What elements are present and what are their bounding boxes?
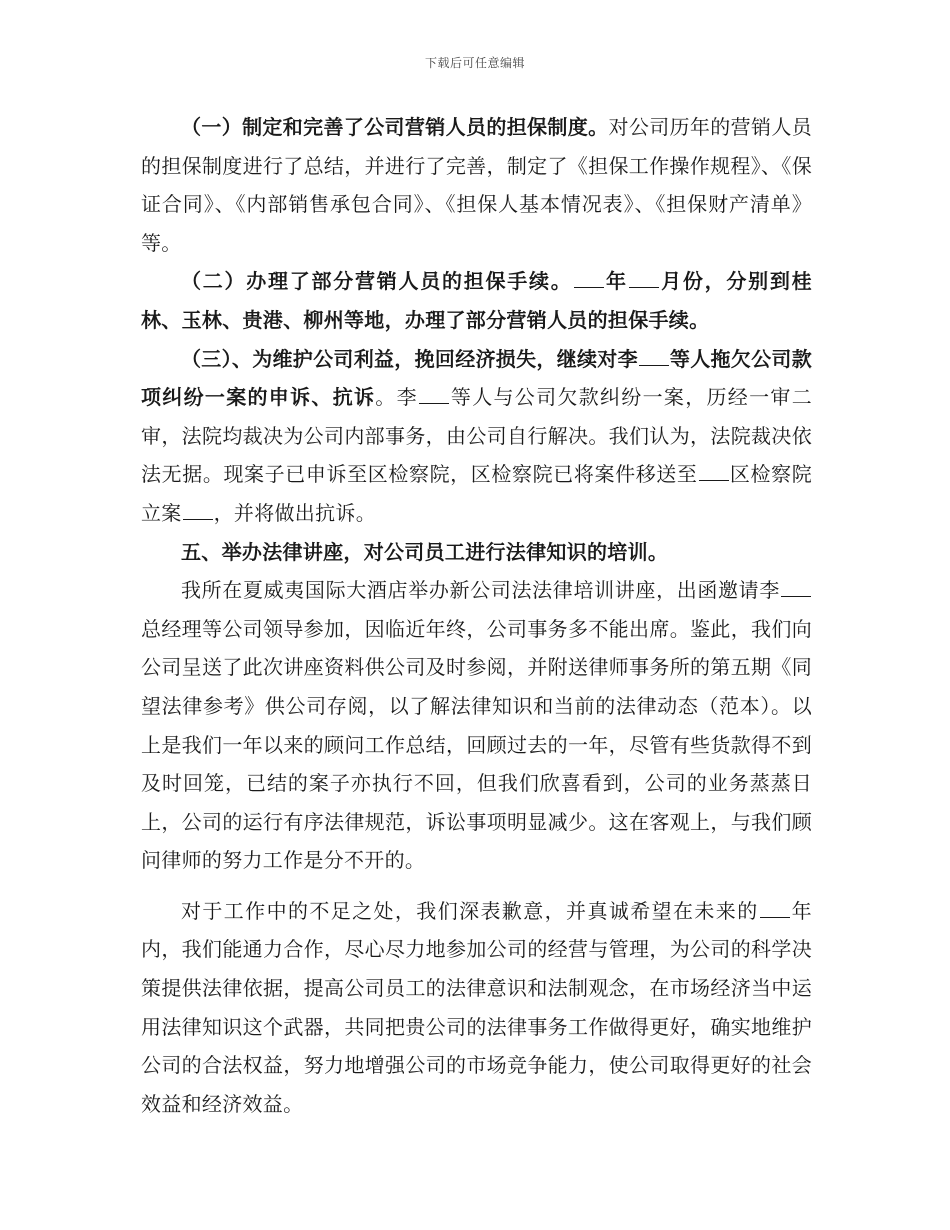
document-body bbox=[141, 108, 812, 1123]
paragraph-text: 。李 bbox=[375, 385, 418, 410]
blank-underline bbox=[781, 578, 811, 597]
blank-underline bbox=[183, 501, 213, 520]
paragraph-text: 年 bbox=[604, 269, 628, 294]
section-heading-1: （一）制定和完善了公司营销人员的担保制度。 bbox=[181, 115, 609, 139]
blank-underline bbox=[629, 269, 659, 288]
section-heading-5: 五、举办法律讲座，对公司员工进行法律知识的培训。 bbox=[181, 539, 669, 564]
paragraph-text: 对于工作中的不足之处，我们深表歉意，并真诚希望在未来的 bbox=[181, 898, 759, 923]
paragraph-text: 月份，分别到桂林、玉林、贵港、柳州等地，办理了部分营销人员的担保手续。 bbox=[141, 269, 812, 332]
paragraph-text: 总经理等公司领导参加，因临近年终，公司事务多不能出席。鉴此，我们向公司呈送了此次讲座资料供公司及时参阅，并附送律师事务所的第五期《同望法律参考》供公司存阅，以了解法律知识和当前的法律动态（范本）。以上是我们一年以来的顾问工作总结，回顾过去的一年，尽管有些货款得不到及时回笼，已结的案子亦执行不回，但我们欣喜看到，公司的业务蒸蒸日上，公司的运行有序法律规范，诉讼事项明显减少。这在客观上，与我们顾问律师的努力工作是分不开的。 bbox=[141, 616, 812, 873]
section-heading-3-cont: 等人拖欠公司款项纠纷一案的申诉、抗诉 bbox=[141, 346, 813, 410]
paragraph-text: 区检察院立案 bbox=[141, 462, 812, 525]
blank-underline bbox=[760, 899, 790, 918]
paragraph-guarantee-system bbox=[141, 108, 812, 262]
paragraph-text: 等人与公司欠款纠纷一案，历经一审二审，法院均裁决为公司内部事务，由公司自行解决。我们认为，法院裁决依法无据。现案子已申诉至区检察院，区检察院已将案件移送至 bbox=[141, 385, 812, 487]
paragraph-text: 我所在夏威夷国际大酒店举办新公司法法律培训讲座，出函邀请李 bbox=[181, 578, 780, 603]
blank-underline bbox=[419, 385, 449, 404]
blank-underline bbox=[574, 269, 604, 288]
paragraph-text: 对公司历年的营销人员的担保制度进行了总结，并进行了完善，制定了《担保工作操作规程》、《保证合同》、《内部销售承包合同》、《担保人基本情况表》、《担保财产清单》等。 bbox=[141, 115, 812, 255]
blank-underline bbox=[639, 347, 669, 366]
blank-underline bbox=[699, 462, 729, 481]
paragraph-text: 年内，我们能通力合作，尽心尽力地参加公司的经营与管理，为公司的科学决策提供法律依据，提高公司员工的法律意识和法制观念，在市场经济当中运用法律知识这个武器，共同把贵公司的法律事务工作做得更好，确实地维护公司的合法权益，努力地增强公司的市场竞争能力，使公司取得更好的社会效益和经济效益。 bbox=[141, 898, 812, 1116]
paragraph-guarantee-procedures bbox=[141, 262, 812, 339]
paragraph-legal-lecture bbox=[141, 571, 812, 880]
paragraph-appeal-case bbox=[141, 340, 812, 533]
paragraph-text: ，并将做出抗诉。 bbox=[213, 500, 377, 525]
section-heading-3: （三）、为维护公司利益，挽回经济损失，继续对李 bbox=[181, 346, 638, 371]
page-header-note: 下载后可任意编辑 bbox=[424, 56, 525, 70]
paragraph-closing bbox=[141, 892, 812, 1124]
section-heading-2: （二）办理了部分营销人员的担保手续。 bbox=[181, 269, 573, 294]
